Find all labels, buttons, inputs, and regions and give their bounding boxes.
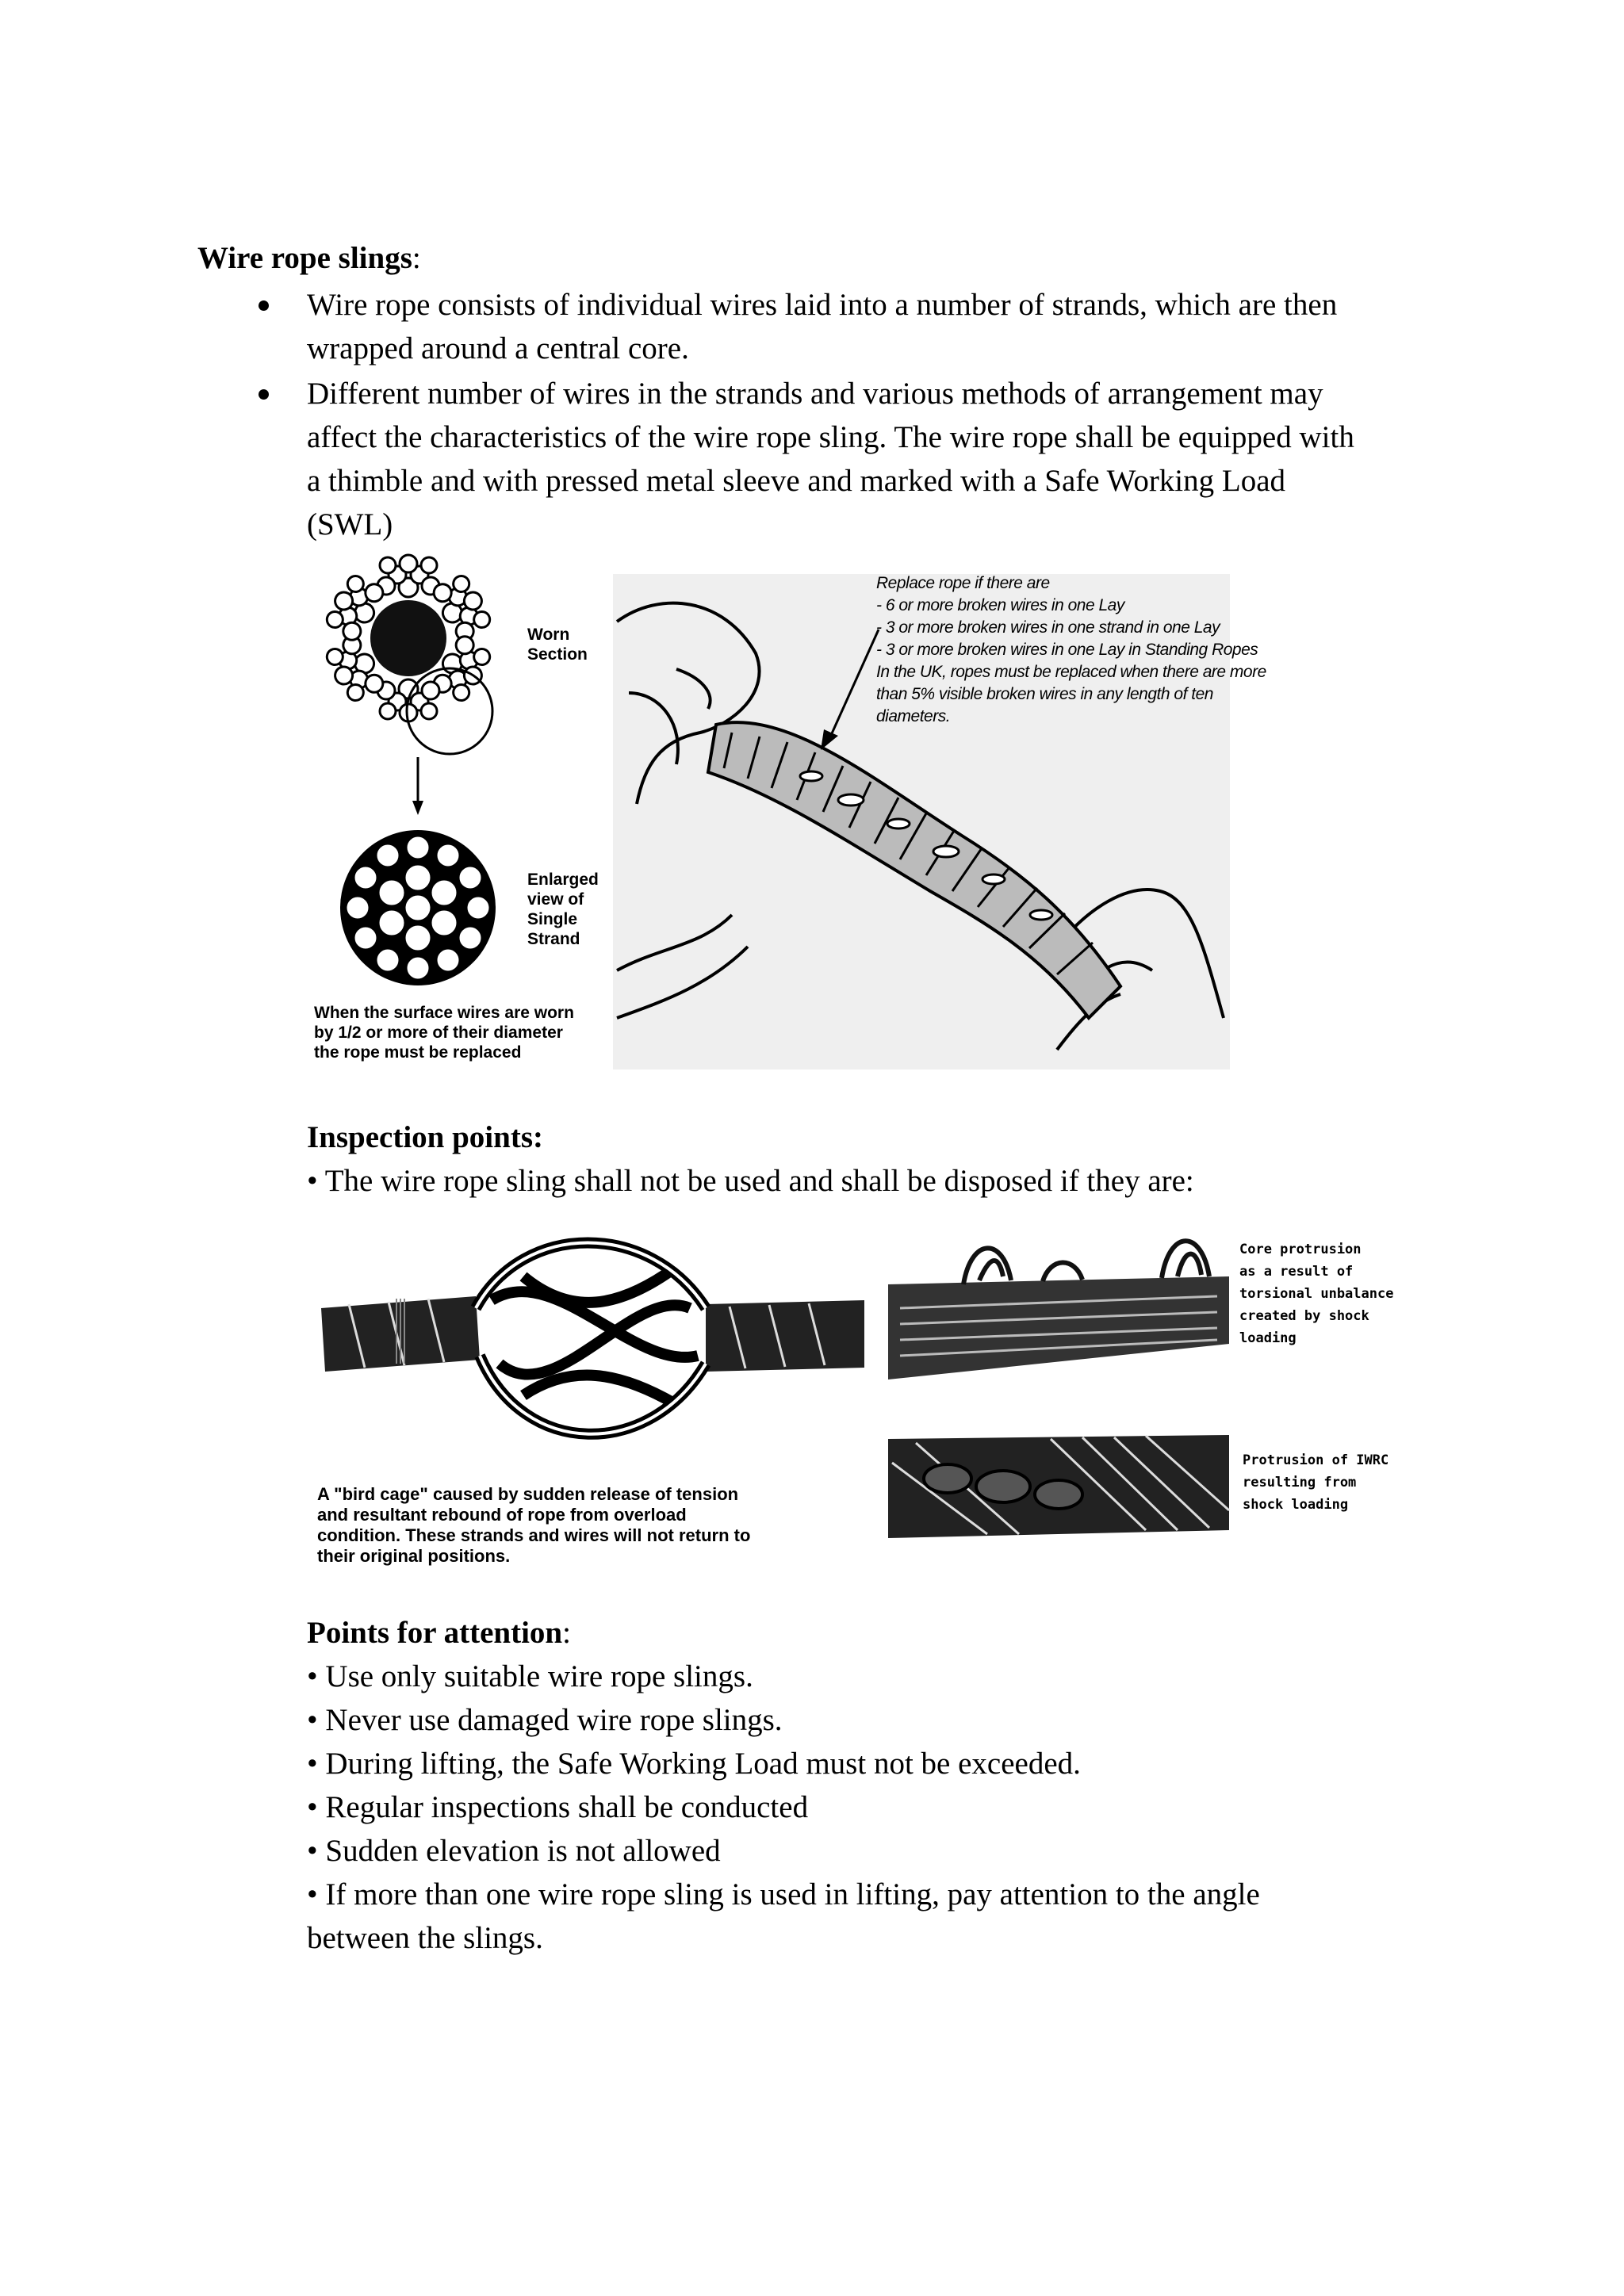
section-heading	[197, 236, 421, 280]
caption-line: by 1/2 or more of their diameter	[314, 1024, 563, 1042]
attention-item: between the slings.	[307, 1921, 543, 1955]
attention-item: • Sudden elevation is not allowed	[307, 1834, 721, 1868]
bullet-line: Different number of wires in the strands and various methods of arrangement may	[307, 377, 1323, 411]
label-line: resulting from	[1243, 1475, 1357, 1490]
caption-line: condition. These strands and wires will not return to	[317, 1525, 751, 1545]
replace-rope-note	[876, 572, 1266, 728]
bird-cage-caption	[317, 1484, 750, 1567]
label-line: Worn	[527, 626, 570, 644]
note-line: Replace rope if there are	[876, 574, 1050, 592]
bullet-line: (SWL)	[307, 507, 393, 541]
bullet-line: Wire rope consists of individual wires laid into a number of strands, which are then	[307, 288, 1338, 322]
attention-heading	[307, 1611, 571, 1655]
note-line: In the UK, ropes must be replaced when there are more	[876, 663, 1266, 681]
bullet-dot	[259, 300, 269, 311]
label-line: view of	[527, 890, 584, 909]
bullet-line: wrapped around a central core.	[307, 331, 689, 365]
attention-item: • During lifting, the Safe Working Load must not be exceeded.	[307, 1747, 1081, 1781]
label-line: as a result of	[1239, 1264, 1354, 1280]
worn-section-label	[527, 625, 588, 664]
note-line: - 3 or more broken wires in one strand in one Lay	[876, 618, 1220, 637]
label-line: Section	[527, 645, 588, 664]
inspection-title: Inspection points:	[307, 1120, 543, 1154]
caption-line: When the surface wires are worn	[314, 1004, 574, 1022]
attention-list	[307, 1655, 1260, 1960]
label-line: loading	[1239, 1330, 1297, 1346]
bullet-line: affect the characteristics of the wire rope sling. The wire rope shall be equipped with	[307, 420, 1354, 454]
bird-cage-drawing	[317, 1213, 872, 1475]
label-line: Core protrusion	[1239, 1242, 1362, 1257]
caption-line: A "bird cage" caused by sudden release of tension	[317, 1484, 739, 1504]
label-line: created by shock	[1239, 1308, 1369, 1324]
note-line: diameters.	[876, 707, 951, 725]
section-title: Wire rope slings	[197, 241, 412, 275]
bullet-item-2	[307, 372, 1354, 546]
label-line: Protrusion of IWRC	[1243, 1452, 1389, 1468]
label-line: shock loading	[1243, 1497, 1349, 1513]
enlarged-strand-label	[527, 870, 599, 949]
iwrc-protrusion-label	[1243, 1449, 1388, 1516]
core-protrusion-label	[1239, 1238, 1393, 1349]
attention-title: Points for attention	[307, 1616, 563, 1650]
label-line: torsional unbalance	[1239, 1286, 1394, 1302]
worn-wires-caption	[314, 1003, 574, 1062]
attention-item: • Regular inspections shall be conducted	[307, 1790, 809, 1824]
bird-cage-figure	[317, 1213, 872, 1475]
iwrc-protrusion-drawing	[884, 1423, 1233, 1550]
caption-line: their original positions.	[317, 1546, 511, 1566]
attention-title-colon: :	[562, 1616, 571, 1650]
inspection-line: • The wire rope sling shall not be used and shall be disposed if they are:	[307, 1164, 1194, 1198]
label-line: Strand	[527, 930, 580, 948]
note-line: - 6 or more broken wires in one Lay	[876, 596, 1124, 614]
bullet-item-1	[307, 283, 1337, 370]
bullet-line: a thimble and with pressed metal sleeve and marked with a Safe Working Load	[307, 464, 1286, 498]
section-title-colon: :	[412, 241, 421, 275]
attention-item: • If more than one wire rope sling is used in lifting, pay attention to the angle	[307, 1877, 1260, 1911]
iwrc-protrusion-figure	[884, 1423, 1233, 1550]
caption-line: the rope must be replaced	[314, 1043, 522, 1062]
note-line: than 5% visible broken wires in any length of ten	[876, 685, 1213, 703]
attention-item: • Never use damaged wire rope slings.	[307, 1703, 783, 1737]
label-line: Enlarged	[527, 871, 599, 889]
attention-item: • Use only suitable wire rope slings.	[307, 1659, 753, 1693]
core-protrusion-figure	[884, 1213, 1233, 1380]
core-protrusion-drawing	[884, 1213, 1233, 1380]
label-line: Single	[527, 910, 578, 928]
note-line: - 3 or more broken wires in one Lay in Standing Ropes	[876, 641, 1258, 659]
bullet-dot	[259, 389, 269, 400]
caption-line: and resultant rebound of rope from overload	[317, 1505, 687, 1525]
